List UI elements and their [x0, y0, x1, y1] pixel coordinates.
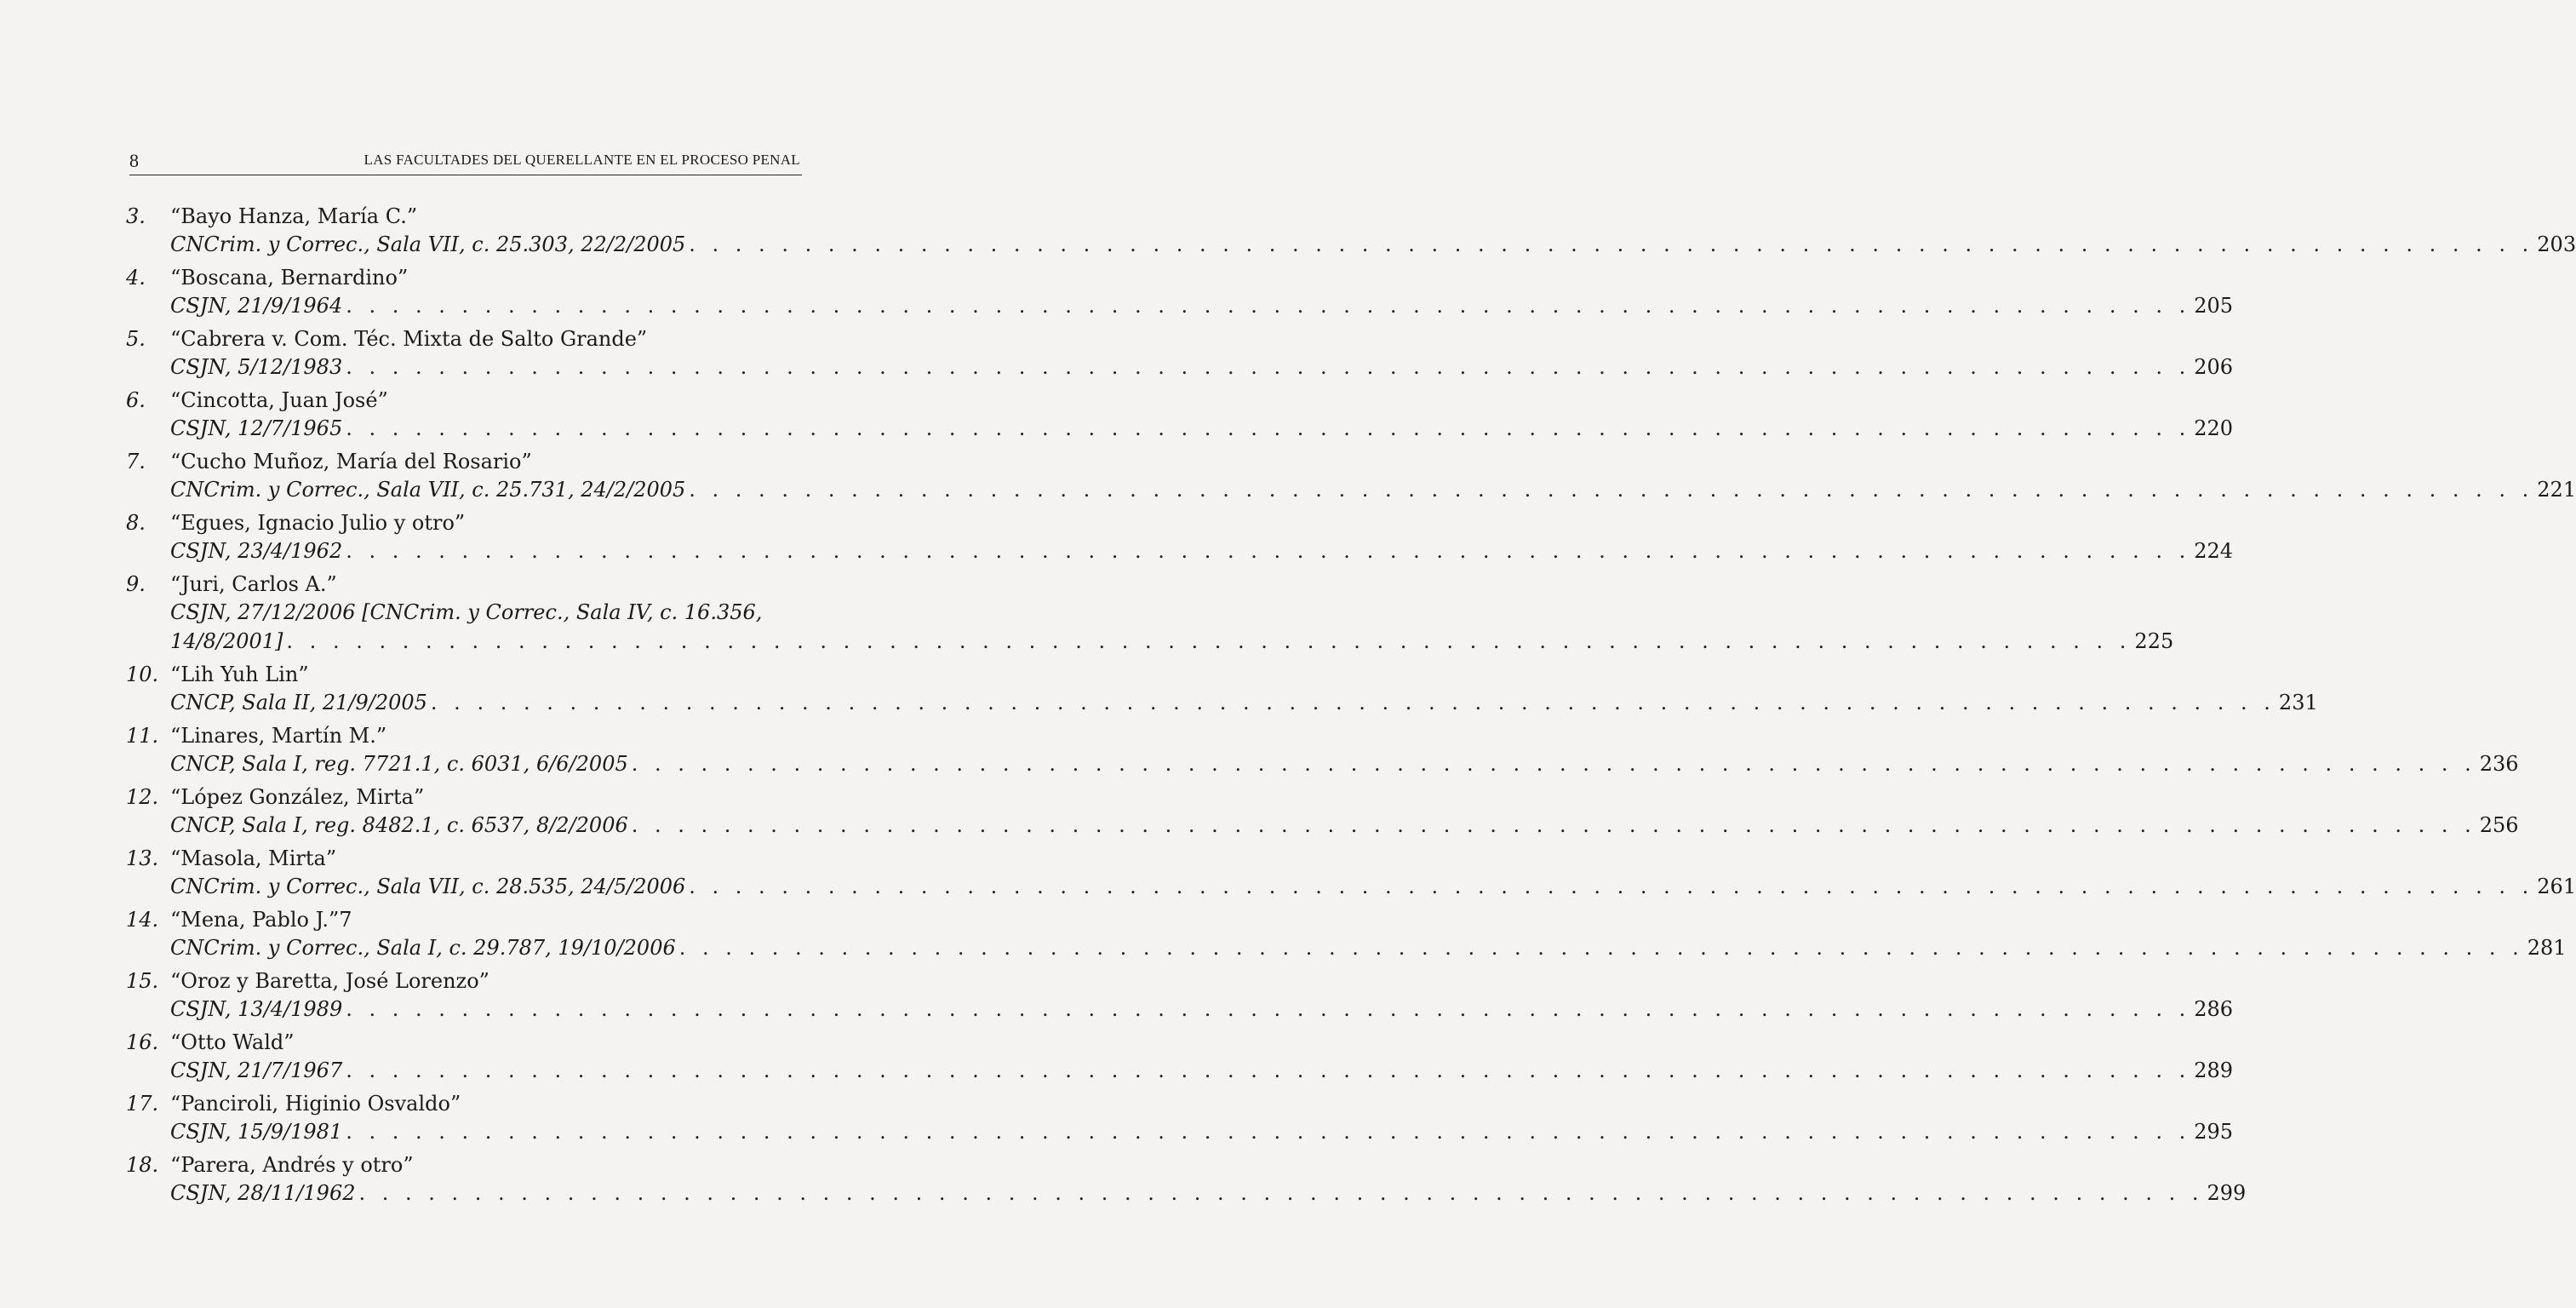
- index-entry: [126, 509, 2234, 571]
- entry-citation-line: [170, 749, 2519, 778]
- index-entry: [126, 783, 2519, 845]
- entry-citation: 14/8/2001]: [170, 629, 283, 653]
- entry-page-number: 236: [2479, 752, 2519, 776]
- entry-title-line: [126, 967, 794, 995]
- index-entry: [126, 264, 2234, 325]
- entry-citation: CSJN, 23/4/1962: [170, 539, 343, 563]
- entry-citation-line: [170, 230, 2576, 259]
- entry-page-number: 281: [2527, 936, 2567, 960]
- entry-page-number: 299: [2207, 1181, 2247, 1205]
- entry-title-line: [126, 1151, 794, 1179]
- entry-citation: CNCrim. y Correc., Sala VII, c. 28.535, 24/5/2006: [170, 875, 686, 898]
- entry-citation-line: [170, 414, 2234, 443]
- entry-case-name: “Cucho Muñoz, María del Rosario”: [170, 450, 532, 473]
- entry-citation-line: [170, 1056, 2234, 1085]
- index-entry: [126, 845, 2576, 906]
- entry-number: 11.: [126, 724, 159, 748]
- entry-page-number: 295: [2194, 1120, 2234, 1144]
- entry-citation-line: [170, 811, 2519, 840]
- page-header: [129, 150, 800, 177]
- entry-citation-line: [170, 1179, 2247, 1208]
- entry-page-number: 221: [2537, 478, 2576, 502]
- entry-title-line: [126, 661, 794, 688]
- index-entries: [126, 203, 2576, 1213]
- entry-citation-line: [170, 872, 2576, 901]
- entry-case-name: “Lih Yuh Lin”: [170, 663, 309, 686]
- leader-dots: . . . . . . . . . . . . . . . . . . . . . . . . . . . . . . . . . . . . . . . . . . . . . . . . . . . . . . . . . . . . . . . . . . . . . . . . . . . . . . . .: [689, 478, 2534, 502]
- entry-citation-line: [170, 536, 2234, 565]
- index-entry: [126, 325, 2234, 387]
- entry-citation-first-line: CSJN, 27/12/2006 [CNCrim. y Correc., Sala IV, c. 16.356,: [170, 600, 763, 624]
- entry-citation-line: [170, 1117, 2234, 1146]
- entry-page-number: 205: [2194, 294, 2234, 318]
- entry-page-number: 286: [2194, 997, 2234, 1021]
- entry-title-line: [126, 845, 794, 872]
- leader-dots: . . . . . . . . . . . . . . . . . . . . . . . . . . . . . . . . . . . . . . . . . . . . . . . . . . . . . . . . . . . . . . . . . . . . . . . . . . . . . . . .: [631, 813, 2476, 837]
- index-entry: [126, 1029, 2234, 1090]
- leader-dots: . . . . . . . . . . . . . . . . . . . . . . . . . . . . . . . . . . . . . . . . . . . . . . . . . . . . . . . . . . . . . . . . . . . . . . . . . . . . . . . .: [286, 629, 2132, 653]
- leader-dots: . . . . . . . . . . . . . . . . . . . . . . . . . . . . . . . . . . . . . . . . . . . . . . . . . . . . . . . . . . . . . . . . . . . . . . . . . . . . . . . .: [346, 1120, 2191, 1144]
- entry-number: 15.: [126, 969, 159, 993]
- leader-dots: . . . . . . . . . . . . . . . . . . . . . . . . . . . . . . . . . . . . . . . . . . . . . . . . . . . . . . . . . . . . . . . . . . . . . . . . . . . . . . . .: [346, 294, 2191, 318]
- entry-citation: CNCrim. y Correc., Sala VII, c. 25.731, 24/2/2005: [170, 478, 686, 502]
- entry-citation: CSJN, 21/9/1964: [170, 294, 343, 318]
- entry-title-line: [126, 325, 794, 353]
- entry-title-line: [126, 906, 794, 933]
- entry-page-number: 225: [2134, 629, 2174, 653]
- leader-dots: . . . . . . . . . . . . . . . . . . . . . . . . . . . . . . . . . . . . . . . . . . . . . . . . . . . . . . . . . . . . . . . . . . . . . . . . . . . . . . . .: [678, 936, 2524, 960]
- entry-page-number: 289: [2194, 1058, 2234, 1082]
- leader-dots: . . . . . . . . . . . . . . . . . . . . . . . . . . . . . . . . . . . . . . . . . . . . . . . . . . . . . . . . . . . . . . . . . . . . . . . . . . . . . . . .: [346, 997, 2191, 1021]
- entry-citation: CSJN, 21/7/1967: [170, 1058, 343, 1082]
- entry-page-number: 220: [2194, 416, 2234, 440]
- entry-citation: CSJN, 28/11/1962: [170, 1181, 356, 1205]
- entry-number: 9.: [126, 572, 146, 596]
- entry-number: 17.: [126, 1092, 159, 1116]
- leader-dots: . . . . . . . . . . . . . . . . . . . . . . . . . . . . . . . . . . . . . . . . . . . . . . . . . . . . . . . . . . . . . . . . . . . . . . . . . . . . . . . .: [689, 232, 2534, 256]
- entry-page-number: 224: [2194, 539, 2234, 563]
- entry-title-line: [126, 571, 794, 598]
- entry-case-name: “Cabrera v. Com. Téc. Mixta de Salto Grande”: [170, 327, 648, 351]
- entry-title-line: [126, 1029, 794, 1056]
- page-number: 8: [129, 150, 139, 171]
- entry-citation-line: [170, 353, 2234, 382]
- entry-page-number: 256: [2479, 813, 2519, 837]
- entry-title-line: [126, 783, 794, 811]
- index-entry: [126, 967, 2234, 1029]
- entry-case-name: “Masola, Mirta”: [170, 846, 337, 870]
- index-entry: [126, 203, 2576, 264]
- entry-number: 5.: [126, 327, 146, 351]
- entry-title-line: [126, 387, 794, 414]
- entry-title-line: [126, 509, 794, 536]
- entry-citation: CNCP, Sala I, reg. 7721.1, c. 6031, 6/6/2005: [170, 752, 628, 776]
- entry-citation-line: [170, 475, 2576, 504]
- leader-dots: . . . . . . . . . . . . . . . . . . . . . . . . . . . . . . . . . . . . . . . . . . . . . . . . . . . . . . . . . . . . . . . . . . . . . . . . . . . . . . . .: [346, 539, 2191, 563]
- entry-citation: CSJN, 5/12/1983: [170, 355, 343, 379]
- index-entry: [126, 661, 2318, 722]
- entry-case-name: “Juri, Carlos A.”: [170, 572, 337, 596]
- index-entry: [126, 1090, 2234, 1151]
- entry-citation: CNCrim. y Correc., Sala VII, c. 25.303, 22/2/2005: [170, 232, 686, 256]
- entry-page-number: 231: [2278, 691, 2318, 714]
- entry-title-line: [126, 203, 794, 230]
- entry-number: 6.: [126, 388, 146, 412]
- leader-dots: . . . . . . . . . . . . . . . . . . . . . . . . . . . . . . . . . . . . . . . . . . . . . . . . . . . . . . . . . . . . . . . . . . . . . . . . . . . . . . . .: [631, 752, 2476, 776]
- entry-citation: CNCrim. y Correc., Sala I, c. 29.787, 19/10/2006: [170, 936, 676, 960]
- entry-citation-line: [170, 995, 2234, 1024]
- entry-citation: CNCP, Sala I, reg. 8482.1, c. 6537, 8/2/2006: [170, 813, 628, 837]
- entry-case-name: “Bayo Hanza, María C.”: [170, 204, 418, 228]
- entry-case-name: “López González, Mirta”: [170, 785, 425, 809]
- index-entry: [126, 906, 2567, 967]
- entry-case-name: “Egues, Ignacio Julio y otro”: [170, 511, 466, 535]
- entry-number: 14.: [126, 908, 159, 932]
- entry-citation: CNCP, Sala II, 21/9/2005: [170, 691, 427, 714]
- entry-title-line: [126, 722, 794, 749]
- entry-case-name: “Cincotta, Juan José”: [170, 388, 388, 412]
- entry-page-number: 261: [2537, 875, 2576, 898]
- running-title: LAS FACULTADES DEL QUERELLANTE EN EL PROCESO PENAL: [364, 152, 800, 168]
- index-entry: [126, 571, 2174, 661]
- index-entry: [126, 722, 2519, 783]
- leader-dots: . . . . . . . . . . . . . . . . . . . . . . . . . . . . . . . . . . . . . . . . . . . . . . . . . . . . . . . . . . . . . . . . . . . . . . . . . . . . . . . .: [358, 1181, 2204, 1205]
- entry-case-name: “Boscana, Bernardino”: [170, 266, 409, 290]
- entry-page-number: 206: [2194, 355, 2234, 379]
- entry-citation-line: [170, 933, 2567, 962]
- entry-number: 7.: [126, 450, 146, 473]
- entry-title-line: [126, 264, 794, 291]
- entry-citation-line: [170, 291, 2234, 320]
- entry-case-name: “Otto Wald”: [170, 1030, 295, 1054]
- index-entry: [126, 1151, 2247, 1213]
- entry-citation: CSJN, 13/4/1989: [170, 997, 343, 1021]
- entry-number: 8.: [126, 511, 146, 535]
- entry-case-name: “Linares, Martín M.”: [170, 724, 387, 748]
- entry-citation-line: [170, 627, 2174, 656]
- entry-number: 12.: [126, 785, 159, 809]
- entry-case-name: “Oroz y Baretta, José Lorenzo”: [170, 969, 489, 993]
- entry-case-name: “Panciroli, Higinio Osvaldo”: [170, 1092, 461, 1116]
- entry-number: 10.: [126, 663, 159, 686]
- entry-number: 4.: [126, 266, 146, 290]
- entry-citation-line: [170, 688, 2318, 717]
- index-entry: [126, 387, 2234, 448]
- leader-dots: . . . . . . . . . . . . . . . . . . . . . . . . . . . . . . . . . . . . . . . . . . . . . . . . . . . . . . . . . . . . . . . . . . . . . . . . . . . . . . . .: [430, 691, 2275, 714]
- entry-title-line: [126, 448, 794, 475]
- entry-case-name: “Mena, Pablo J.”7: [170, 908, 352, 932]
- leader-dots: . . . . . . . . . . . . . . . . . . . . . . . . . . . . . . . . . . . . . . . . . . . . . . . . . . . . . . . . . . . . . . . . . . . . . . . . . . . . . . . .: [689, 875, 2534, 898]
- index-entry: [126, 448, 2576, 509]
- entry-number: 3.: [126, 204, 146, 228]
- entry-number: 18.: [126, 1153, 159, 1177]
- entry-title-line: [126, 1090, 794, 1117]
- entry-number: 13.: [126, 846, 159, 870]
- entry-citation: CSJN, 12/7/1965: [170, 416, 343, 440]
- entry-case-name: “Parera, Andrés y otro”: [170, 1153, 414, 1177]
- leader-dots: . . . . . . . . . . . . . . . . . . . . . . . . . . . . . . . . . . . . . . . . . . . . . . . . . . . . . . . . . . . . . . . . . . . . . . . . . . . . . . . .: [346, 416, 2191, 440]
- leader-dots: . . . . . . . . . . . . . . . . . . . . . . . . . . . . . . . . . . . . . . . . . . . . . . . . . . . . . . . . . . . . . . . . . . . . . . . . . . . . . . . .: [346, 1058, 2191, 1082]
- leader-dots: . . . . . . . . . . . . . . . . . . . . . . . . . . . . . . . . . . . . . . . . . . . . . . . . . . . . . . . . . . . . . . . . . . . . . . . . . . . . . . . .: [346, 355, 2191, 379]
- entry-number: 16.: [126, 1030, 159, 1054]
- entry-page-number: 203: [2537, 232, 2576, 256]
- entry-citation: CSJN, 15/9/1981: [170, 1120, 343, 1144]
